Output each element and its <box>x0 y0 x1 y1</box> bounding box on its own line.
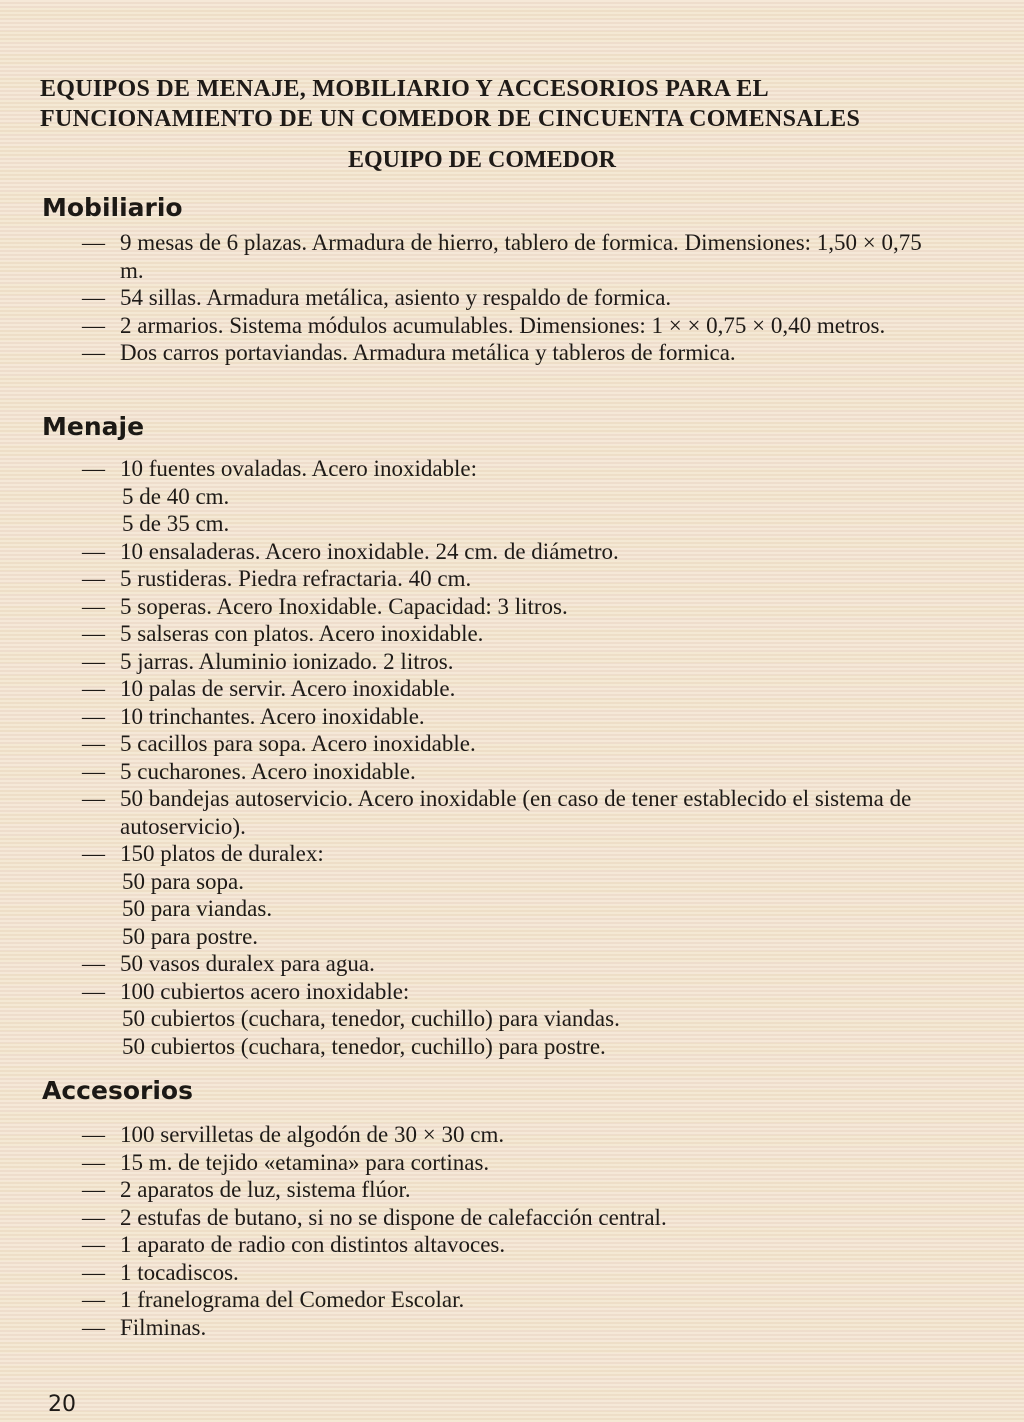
list-item <box>0 1204 930 1232</box>
list-item <box>0 648 930 676</box>
page-number: 20 <box>48 1392 76 1417</box>
item-text: 1 tocadiscos. <box>120 1259 239 1285</box>
dash-bullet: — <box>82 1287 105 1312</box>
item-text: 2 armarios. Sistema módulos acumulables. Dimensiones: 1 × × 0,75 × 0,40 metros. <box>120 312 886 338</box>
heading-menaje: Menaje <box>42 412 145 441</box>
heading-mobiliario: Mobiliario <box>42 193 183 222</box>
list-item <box>0 620 930 648</box>
item-text: 15 m. de tejido «etamina» para cortinas. <box>120 1149 490 1175</box>
dash-bullet: — <box>82 566 105 591</box>
sub-item: 50 para viandas. <box>122 896 273 921</box>
dash-bullet: — <box>82 676 105 701</box>
dash-bullet: — <box>82 593 105 619</box>
item-text: 5 cacillos para sopa. Acero inoxidable. <box>120 731 476 756</box>
item-text: Dos carros portaviandas. Armadura metálica y tableros de formica. <box>120 340 736 365</box>
item-text: 10 trinchantes. Acero inoxidable. <box>120 703 425 729</box>
item-text: 50 vasos duralex para agua. <box>120 951 375 976</box>
item-text: 100 servilletas de algodón de 30 × 30 cm. <box>120 1122 505 1147</box>
list-item <box>0 730 930 758</box>
dash-bullet: — <box>82 703 105 729</box>
item-text: 100 cubiertos acero inoxidable: <box>120 978 410 1004</box>
dash-bullet: — <box>82 841 105 866</box>
dash-bullet: — <box>82 758 105 784</box>
dash-bullet: — <box>82 340 105 365</box>
item-text: 54 sillas. Armadura metálica, asiento y respaldo de formica. <box>120 285 672 310</box>
item-text: 5 soperas. Acero Inoxidable. Capacidad: 3 litros. <box>120 593 568 619</box>
item-text: 9 mesas de 6 plazas. Armadura de hierro, tablero de formica. Dimensiones: 1,50 × 0,75 m. <box>120 230 922 283</box>
sub-item: 50 para sopa. <box>122 868 244 894</box>
heading-accesorios: Accesorios <box>42 1076 193 1105</box>
list-item <box>0 565 930 593</box>
dash-bullet: — <box>82 951 105 976</box>
dash-bullet: — <box>82 786 105 811</box>
dash-bullet: — <box>82 1232 105 1257</box>
list-item <box>0 950 930 978</box>
list-item <box>0 1176 930 1204</box>
dash-bullet: — <box>82 1149 105 1175</box>
item-text: 10 palas de servir. Acero inoxidable. <box>120 676 456 701</box>
sub-item: 5 de 35 cm. <box>122 511 230 536</box>
list-item <box>0 284 930 312</box>
dash-bullet: — <box>82 285 105 310</box>
dash-bullet: — <box>82 1177 105 1202</box>
list-item <box>0 538 930 566</box>
dash-bullet: — <box>82 1259 105 1285</box>
list-item <box>0 455 930 483</box>
list-item <box>0 1286 930 1314</box>
list-item <box>0 1121 930 1149</box>
dash-bullet: — <box>82 1314 105 1340</box>
dash-bullet: — <box>82 621 105 646</box>
list-item <box>0 978 930 1006</box>
list-item <box>0 229 930 284</box>
sub-item: 50 cubiertos (cuchara, tenedor, cuchillo) para postre. <box>122 1033 606 1059</box>
list-item <box>0 1259 930 1287</box>
item-text: 2 estufas de butano, si no se dispone de calefacción central. <box>120 1204 667 1230</box>
dash-bullet: — <box>82 1204 105 1230</box>
item-text: 5 rustideras. Piedra refractaria. 40 cm. <box>120 566 472 591</box>
sub-item: 5 de 40 cm. <box>122 483 230 509</box>
mobiliario-list <box>0 229 1024 367</box>
section-title: EQUIPO DE COMEDOR <box>347 147 616 173</box>
accesorios-list <box>0 1121 1024 1341</box>
dash-bullet: — <box>82 312 105 338</box>
sub-item: 50 para postre. <box>122 923 259 949</box>
list-item <box>0 758 930 786</box>
list-item <box>0 675 930 703</box>
dash-bullet: — <box>82 456 105 481</box>
dash-bullet: — <box>82 648 105 674</box>
list-item <box>0 703 930 731</box>
item-text: 1 aparato de radio con distintos altavoces. <box>120 1232 506 1257</box>
dash-bullet: — <box>82 1122 105 1147</box>
item-text: 10 fuentes ovaladas. Acero inoxidable: <box>120 456 478 481</box>
dash-bullet: — <box>82 978 105 1004</box>
item-text: 5 jarras. Aluminio ionizado. 2 litros. <box>120 648 454 674</box>
list-item <box>0 785 930 840</box>
item-text: 5 cucharones. Acero inoxidable. <box>120 758 416 784</box>
list-item <box>0 312 930 340</box>
document-title: EQUIPOS DE MENAJE, MOBILIARIO Y ACCESORIOS PARA EL FUNCIONAMIENTO DE UN COMEDOR DE CINCUENTA COMENSALES <box>40 76 861 132</box>
list-item <box>0 339 930 367</box>
item-text: Filminas. <box>120 1314 207 1340</box>
dash-bullet: — <box>82 731 105 756</box>
list-item <box>0 840 930 868</box>
item-text: 5 salseras con platos. Acero inoxidable. <box>120 621 484 646</box>
list-item <box>0 1231 930 1259</box>
sub-item: 50 cubiertos (cuchara, tenedor, cuchillo) para viandas. <box>122 1006 620 1031</box>
item-text: 150 platos de duralex: <box>120 841 324 866</box>
list-item <box>0 1314 930 1342</box>
menaje-list <box>0 455 1024 1060</box>
item-text: 10 ensaladeras. Acero inoxidable. 24 cm. de diámetro. <box>120 538 619 564</box>
item-text: 50 bandejas autoservicio. Acero inoxidable (en caso de tener establecido el sistema de autoservicio). <box>120 786 912 839</box>
item-text: 2 aparatos de luz, sistema flúor. <box>120 1177 411 1202</box>
list-item <box>0 593 930 621</box>
list-item <box>0 1149 930 1177</box>
item-text: 1 franelograma del Comedor Escolar. <box>120 1287 465 1312</box>
dash-bullet: — <box>82 230 105 255</box>
dash-bullet: — <box>82 538 105 564</box>
